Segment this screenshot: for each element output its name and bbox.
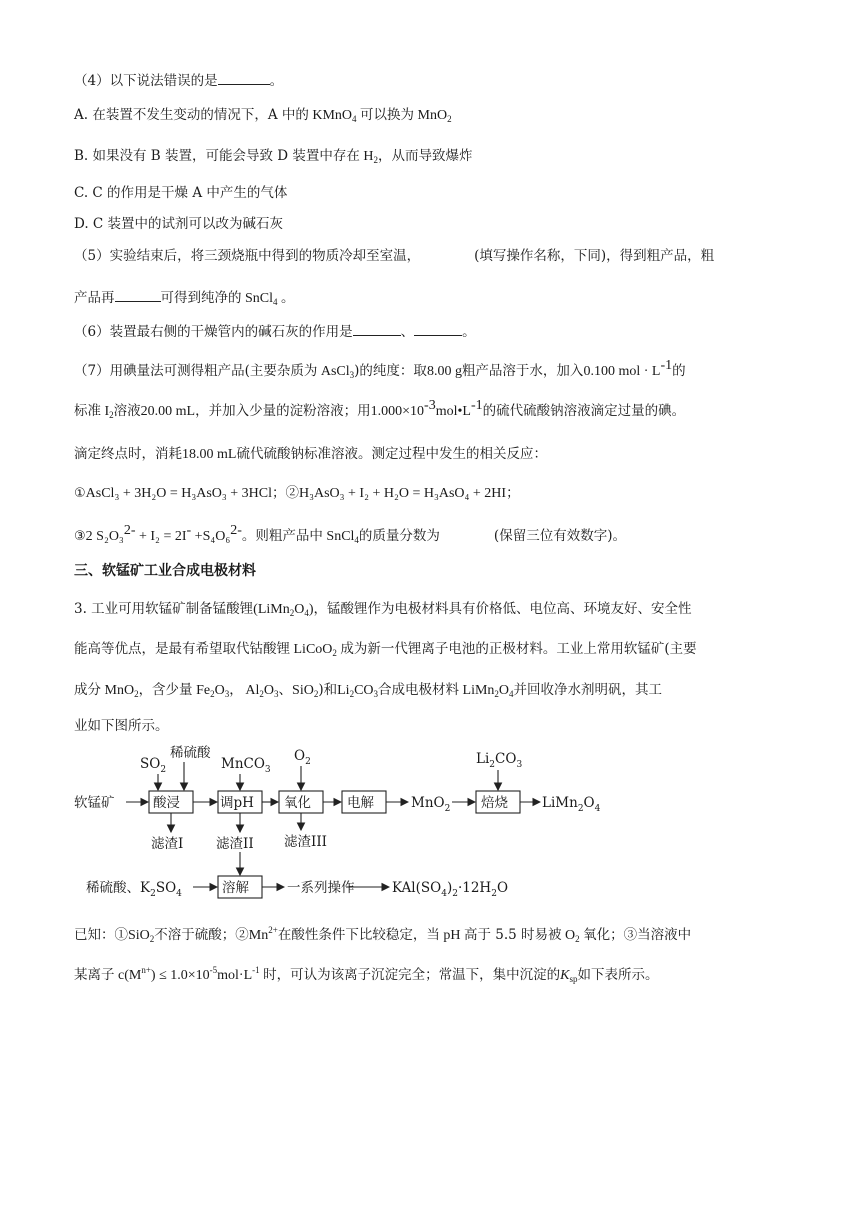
q7-line3: 滴定终点时，消耗18.00 mL硫代硫酸钠标准溶液。测定过程中发生的相关反应： <box>74 446 547 462</box>
q4-option-c: C. C 的作用是干燥 A 中产生的气体 <box>74 185 288 201</box>
box-dissolve-label: 溶解 <box>222 880 249 896</box>
known-line1: 已知：①SiO$_2$不溶于硫酸；$②Mn^{2+}$在酸性条件下比较稳定，当 pH 高于 5.5 时易被 $O_2$ 氧化；③当溶液中 <box>74 925 692 944</box>
q3-line1: 3. 工业可用软锰矿制备锰酸锂$(LiMn_2O_4)$，锰酸锂作为电极材料具有价格低、电位高、环境友好、安全性 <box>74 601 692 618</box>
q3-line4: 业如下图所示。 <box>74 718 169 734</box>
q5-line1: （5）实验结束后，将三颈烧瓶中得到的物质冷却至室温， (填写操作名称，下同)，得到粗产品，粗 <box>74 248 715 264</box>
label-residue-3: 滤渣III <box>284 834 327 850</box>
q4-option-a: A. 在装置不发生变动的情况下，A 中的 KMnO$_4$ 可以换为 MnO$_2$ <box>74 107 452 124</box>
label-o2: $O_2$ <box>294 748 311 767</box>
box-acid-leach-label: 酸浸 <box>153 795 180 811</box>
label-mnco3: MnCO$_3$ <box>221 756 271 775</box>
box-electrolysis-label: 电解 <box>347 795 374 811</box>
q3-line2: 能高等优点，是最有希望取代钴酸锂 LiCoO$_2$ 成为新一代锂离子电池的正极材料。工业上常用软锰矿(主要 <box>74 641 697 658</box>
label-residue-2: 滤渣II <box>216 836 254 852</box>
label-dilute-acid: 稀硫酸 <box>170 745 211 761</box>
label-so2: $SO_2$ <box>140 756 167 775</box>
q5-line2: 产品再 可得到纯净的 SnCl$_4$ 。 <box>74 287 295 308</box>
answer-blank[interactable] <box>414 321 462 336</box>
q7-line2: 标准 $I_2$溶液20.00 mL，并加入少量的淀粉溶液；用$1.000\times 10^{-3}mol•L^{-1}$的硫代硫酸钠溶液滴定过量的碘。 <box>74 398 686 420</box>
process-flowchart <box>0 740 867 910</box>
q7-line1: （7）用碘量法可测得粗产品(主要杂质为 AsCl$_3$)的纯度：取8.00 g粗产品溶于水，加入0.100 mol · $L^{-1}$的 <box>74 358 686 380</box>
label-raw-ore: 软锰矿 <box>74 795 115 811</box>
answer-blank[interactable] <box>115 287 161 302</box>
label-alum: $KAl(SO_4)_2\cdot 12H_2O$ <box>392 880 509 899</box>
known-line2: 某离子 $c(M^{n+}) \le 1.0\times 10^{-5}mol\cdot L^{-1}$ 时，可认为该离子沉淀完全；常温下，集中沉淀的$K_{sp}$如下表所示。 <box>74 965 659 984</box>
label-li2co3: $Li_2CO_3$ <box>476 751 523 770</box>
answer-blank[interactable] <box>353 321 401 336</box>
label-residue-1: 滤渣I <box>151 836 184 852</box>
q4-stem: （4）以下说法错误的是 。 <box>74 70 283 90</box>
q7-reaction3: ③2 S₂O₃$^{2-}$ + I₂ = 2I- +S₄O₆$^{2-}$。则粗产品中 SnCl$_4$的质量分数为 (保留三位有效数字)。 <box>74 523 626 545</box>
q7-reactions: ①AsCl₃ + 3H₂O = H₃AsO₃ + 3HCl；②H₃AsO₃ + I₂ + H₂O = H₃AsO₄ + 2HI； <box>74 485 520 501</box>
answer-blank[interactable] <box>218 70 270 85</box>
label-limn2o4: $LiMn_2O_4$ <box>542 795 601 814</box>
box-oxidation-label: 氧化 <box>284 795 311 811</box>
section-title: 三、软锰矿工业合成电极材料 <box>74 563 256 579</box>
q4-option-d: D. C 装置中的试剂可以改为碱石灰 <box>74 216 284 232</box>
box-roast-label: 焙烧 <box>481 795 508 811</box>
q3-line3: 成分 MnO$_2$，含少量 $Fe_2O_3$， $Al_2O_3$、SiO$_2$)和$Li_2CO_3$合成电极材料 $LiMn_2O_4$并回收净水剂明矾，其工 <box>74 682 663 699</box>
box-adjust-ph-label: 调pH <box>220 795 254 811</box>
q6-line: （6）装置最右侧的干燥管内的碱石灰的作用是 、 。 <box>74 321 476 341</box>
q4-option-b: B. 如果没有 B 装置，可能会导致 D 装置中存在 $H_2$，从而导致爆炸 <box>74 148 473 165</box>
label-acid-k2so4: 稀硫酸、$K_2SO_4$ <box>86 880 182 899</box>
label-mno2: MnO$_2$ <box>411 795 451 814</box>
label-operations: 一系列操作 <box>287 880 355 896</box>
